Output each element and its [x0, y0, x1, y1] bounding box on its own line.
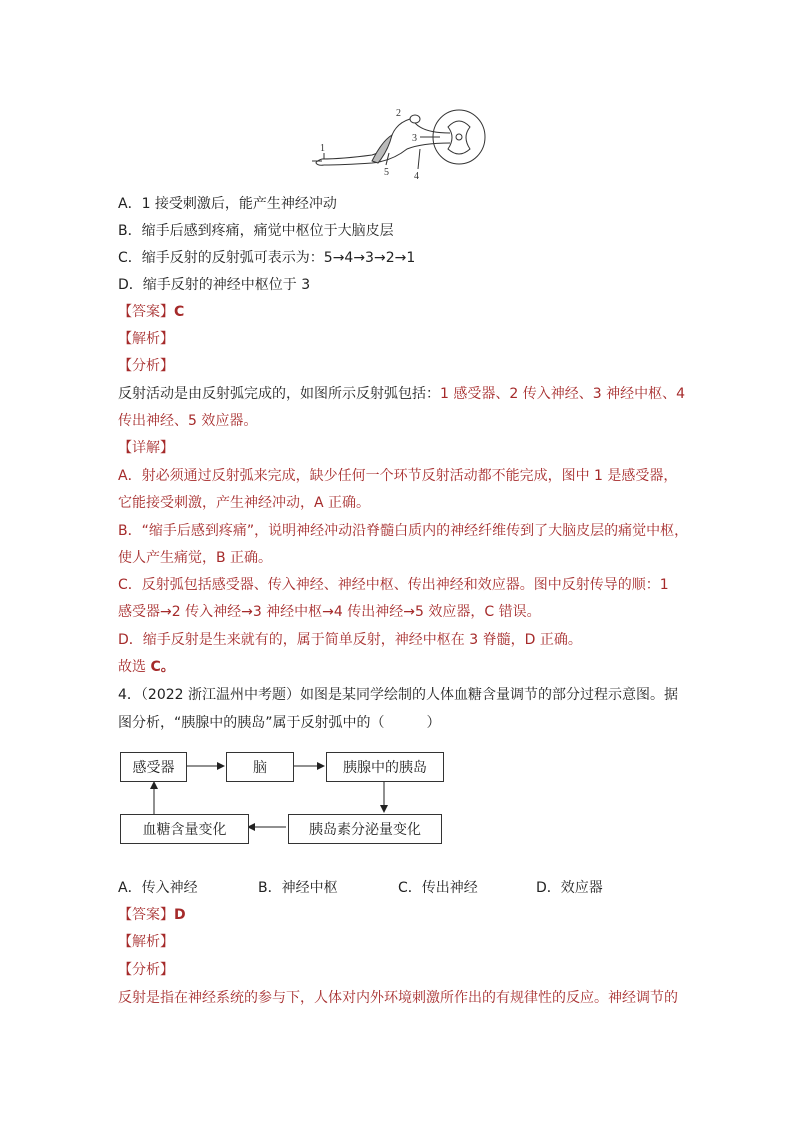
q3-detail-d: D．缩手反射是生来就有的，属于简单反射，神经中枢在 3 脊髓，D 正确。: [118, 632, 582, 648]
q4-analysis-label: 【解析】: [118, 934, 174, 950]
flow-box-glucose: 血糖含量变化: [120, 814, 249, 844]
flow-box-receptor: 感受器: [120, 752, 187, 782]
q4-option-d: D．效应器: [536, 880, 603, 896]
q3-detail-b-line2: 使人产生痛觉，B 正确。: [118, 550, 273, 566]
q3-conclusion: 故选 C。: [118, 659, 175, 675]
q3-option-d: D．缩手反射的神经中枢位于 3: [118, 277, 311, 293]
q3-detail-c-line1: C．反射弧包括感受器、传入神经、神经中枢、传出神经和效应器。图中反射传导的顺：1: [118, 577, 669, 593]
q3-answer: 【答案】C: [118, 304, 185, 320]
flow-box-secretion: 胰岛素分泌量变化: [288, 814, 442, 844]
flow-box-brain: 脑: [226, 752, 294, 782]
q3-detail-a-line1: A．射必须通过反射弧来完成，缺少任何一个环节反射活动都不能完成，图中 1 是感受器，: [118, 468, 678, 484]
q4-options: [118, 878, 678, 898]
q3-fenxi-label: 【分析】: [118, 358, 174, 374]
q4-answer: 【答案】D: [118, 907, 186, 923]
figure-label-3: 3: [412, 133, 417, 144]
q3-detail-b-line1: B．“缩手后感到疼痛”，说明神经冲动沿脊髓白质内的神经纤维传到了大脑皮层的痛觉中枢，: [118, 523, 689, 539]
figure-label-4: 4: [414, 171, 419, 180]
q3-analysis-label: 【解析】: [118, 331, 174, 347]
flow-box-islet: 胰腺中的胰岛: [326, 752, 444, 782]
grey-matter: [448, 121, 470, 154]
q4-option-b: B．神经中枢: [258, 880, 338, 896]
q3-option-a: A．1 接受刺激后，能产生神经冲动: [118, 196, 337, 212]
q4-option-c: C．传出神经: [398, 880, 478, 896]
q4-fenxi-line1: 反射是指在神经系统的参与下，人体对内外环境刺激所作出的有规律性的反应。神经调节的: [118, 990, 678, 1006]
figure-label-5: 5: [384, 167, 389, 178]
q4-stem-line1: 4．（2022 浙江温州中考题）如图是某同学绘制的人体血糖含量调节的部分过程示意图。据: [118, 687, 678, 703]
q3-option-c: C．缩手反射的反射弧可表示为：5→4→3→2→1: [118, 250, 416, 266]
figure-label-1: 1: [320, 143, 325, 154]
figure-label-2: 2: [396, 108, 401, 119]
blood-glucose-flow-diagram: [118, 748, 448, 848]
q3-option-b: B．缩手后感到疼痛，痛觉中枢位于大脑皮层: [118, 223, 394, 239]
q4-fenxi-label: 【分析】: [118, 962, 174, 978]
reflex-arc-figure: [312, 105, 487, 180]
ganglion: [410, 115, 420, 123]
q3-detail-a-line2: 它能接受刺激，产生神经冲动，A 正确。: [118, 495, 371, 511]
spinal-cord-outline: [433, 110, 485, 164]
q3-detail-label: 【详解】: [118, 440, 174, 456]
q4-option-a: A．传入神经: [118, 880, 198, 896]
q3-fenxi-line2: 传出神经、5 效应器。: [118, 413, 258, 429]
q3-fenxi-line1: 反射活动是由反射弧完成的，如图所示反射弧包括：1 感受器、2 传入神经、3 神经中枢、4: [118, 386, 685, 402]
q3-detail-c-line2: 感受器→2 传入神经→3 神经中枢→4 传出神经→5 效应器，C 错误。: [118, 604, 541, 620]
q4-stem-line2: 图分析，“胰腺中的胰岛”属于反射弧中的（ ）: [118, 715, 441, 731]
